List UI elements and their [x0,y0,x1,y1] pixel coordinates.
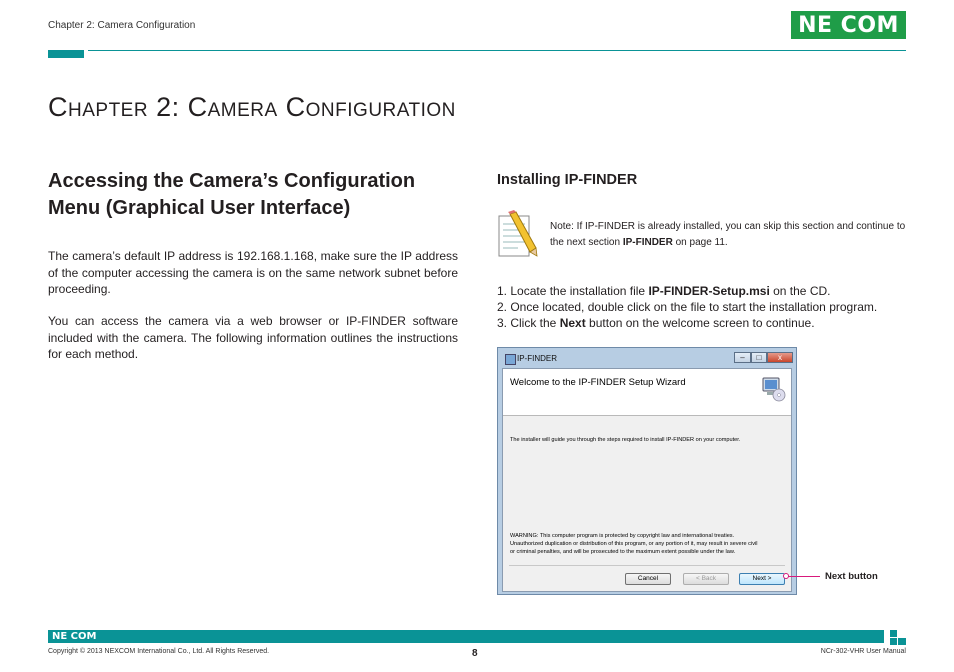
wizard-title: Welcome to the IP-FINDER Setup Wizard [510,377,686,388]
window-title: IP-FINDER [517,354,557,363]
maximize-icon[interactable]: □ [751,352,767,363]
warning-line: WARNING: This computer program is protected by copyright law and international treaties. [510,533,735,539]
note-text [550,219,906,251]
window-titlebar [502,350,794,368]
subsection-heading: Installing IP-FINDER [497,172,638,188]
wizard-intro: The installer will guide you through the steps required to install IP-FINDER on your computer. [510,437,741,443]
warning-line: Unauthorized duplication or distribution of this program, or any portion of it, may result in severe civil [510,541,758,547]
callout-label: Next button [825,571,878,582]
step-text-end: button on the welcome screen to continue. [585,316,815,330]
callout-marker [783,573,789,579]
close-icon[interactable]: x [767,352,793,363]
section-heading-line-2: Menu (Graphical User Interface) [48,197,351,219]
note-pencil-icon [496,210,540,260]
footer-square-1 [890,630,897,637]
note-suffix: on page 11. [672,237,728,248]
header-rule [88,50,906,51]
footer-manual-name: NCr-302-VHR User Manual [820,648,906,655]
footer-copyright: Copyright © 2013 NEXCOM International Co., Ltd. All Rights Reserved. [48,648,270,655]
step-text: 3. Click the [497,316,560,330]
minimize-icon[interactable]: – [734,352,751,363]
step-text: 2. Once located, double click on the file to start the installation program. [497,300,878,314]
cancel-button[interactable]: Cancel [625,573,671,585]
wizard-separator [509,565,785,566]
logo-text: NE COM [798,12,899,38]
wizard-header [503,369,791,416]
list-item [497,299,907,315]
section-heading-line-1: Accessing the Camera’s Configuration [48,170,416,192]
window-body [502,368,792,592]
setup-wizard-window [497,347,797,595]
footer-square-2 [890,638,897,645]
list-item [497,283,907,299]
wizard-warning [510,532,786,556]
note-prefix: Note: If IP-FINDER is already installed, you can skip this section and continue to the next section [550,221,906,248]
header-accent-block [48,50,84,58]
app-icon [505,354,516,365]
footer-logo: NE COM [52,631,97,642]
page-number: 8 [472,648,478,659]
list-item [497,315,907,331]
nexcom-logo [791,11,906,39]
callout-line [786,576,820,577]
warning-line: or criminal penalties, and will be prosecuted to the maximum extent possible under the law. [510,549,736,555]
step-text: 1. Locate the installation file [497,284,649,298]
step-bold: Next [559,316,586,330]
section-heading [48,168,468,222]
chapter-title: Chapter 2: Camera Configuration [48,92,456,122]
header-chapter-label: Chapter 2: Camera Configuration [48,20,196,31]
footer-square-3 [898,638,906,645]
back-button[interactable]: < Back [683,573,729,585]
step-text-end: on the CD. [769,284,831,298]
note-link-ref: IP-FINDER [622,237,673,248]
paragraph-ip-address: The camera’s default IP address is 192.168.1.168, make sure the IP address of the computer accessing the camera is on the same network subnet before proceeding. [48,249,458,296]
computer-cd-icon [761,376,787,402]
step-bold: IP-FINDER-Setup.msi [648,284,770,298]
footer-bar [48,630,884,643]
paragraph-access-methods: You can access the camera via a web browser or IP-FINDER software included with the camera. The following information outlines the instructions for each method. [48,314,458,361]
install-steps [497,283,907,331]
next-button[interactable]: Next > [739,573,785,585]
